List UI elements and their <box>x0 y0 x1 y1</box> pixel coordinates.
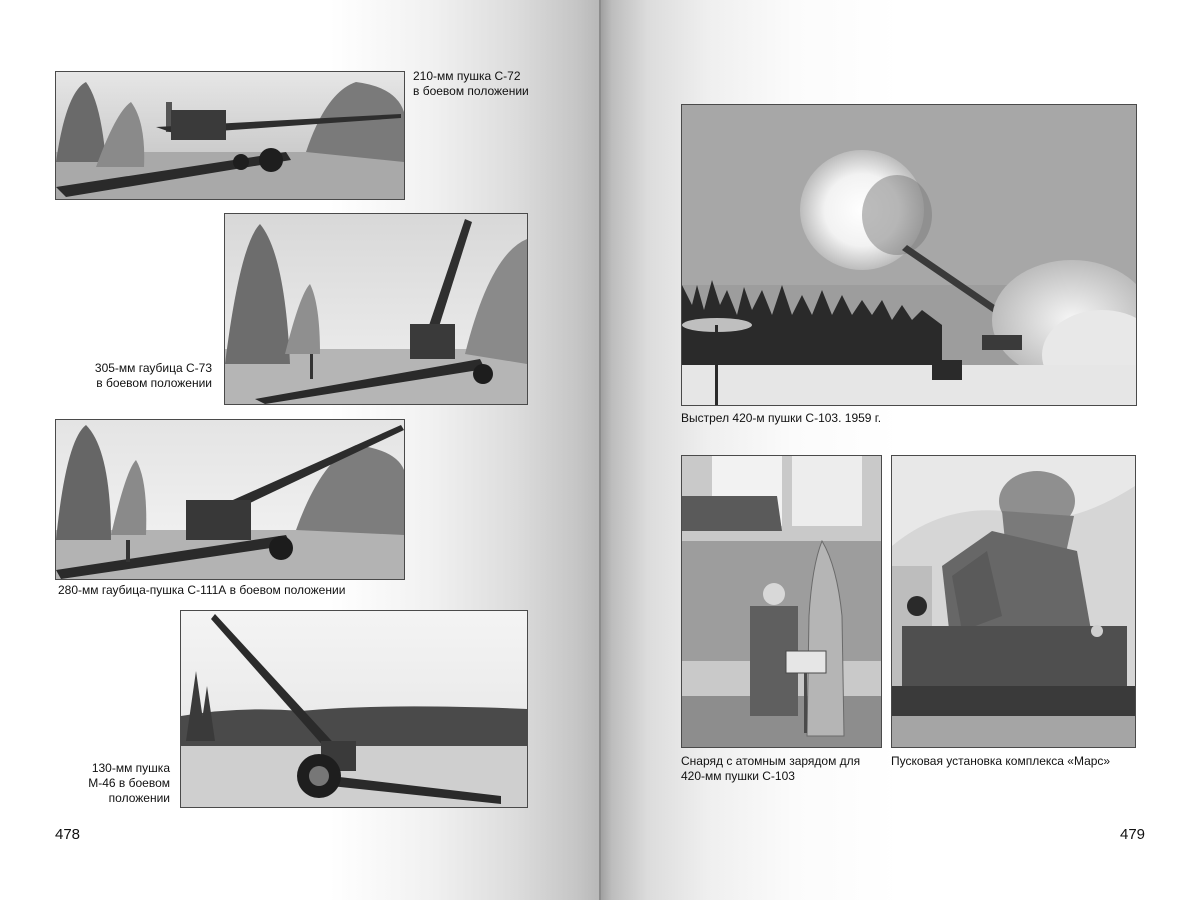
photo-s103-shot <box>681 104 1137 406</box>
caption-photo-3 <box>58 583 345 598</box>
caption-line: 420-мм пушки С-103 <box>681 769 795 783</box>
caption-line: 130-мм пушка <box>91 761 170 775</box>
photo-s73-howitzer <box>224 213 528 405</box>
caption-line: 280-мм гаубица-пушка С-111А в боевом положении <box>58 583 346 597</box>
caption-right-photo-3 <box>891 754 1110 769</box>
caption-line: в боевом положении <box>413 84 529 98</box>
caption-line: 305-мм гаубица С-73 <box>94 361 212 375</box>
caption-line: Снаряд с атомным зарядом для <box>681 754 861 768</box>
photo-s72-gun <box>55 71 405 200</box>
caption-line: 210-мм пушка С-72 <box>413 69 521 83</box>
photo-m46-gun <box>180 610 528 808</box>
page-number-left: 478 <box>55 826 81 843</box>
caption-photo-4 <box>60 761 170 806</box>
page-number-right: 479 <box>1120 826 1146 843</box>
caption-photo-1 <box>413 69 529 99</box>
photo-atomic-shell <box>681 455 882 748</box>
caption-right-photo-2 <box>681 754 860 784</box>
caption-line: Пусковая установка комплекса «Марс» <box>891 754 1111 768</box>
caption-line: Выстрел 420-м пушки С-103. 1959 г. <box>681 411 882 425</box>
photo-mars-launcher <box>891 455 1136 748</box>
caption-line: положении <box>108 791 170 805</box>
book-spine <box>599 0 601 900</box>
caption-right-photo-1 <box>681 411 881 426</box>
caption-line: М-46 в боевом <box>88 776 170 790</box>
caption-line: в боевом положении <box>96 376 212 390</box>
caption-photo-2 <box>60 361 212 391</box>
photo-s111a-gun-howitzer <box>55 419 405 580</box>
